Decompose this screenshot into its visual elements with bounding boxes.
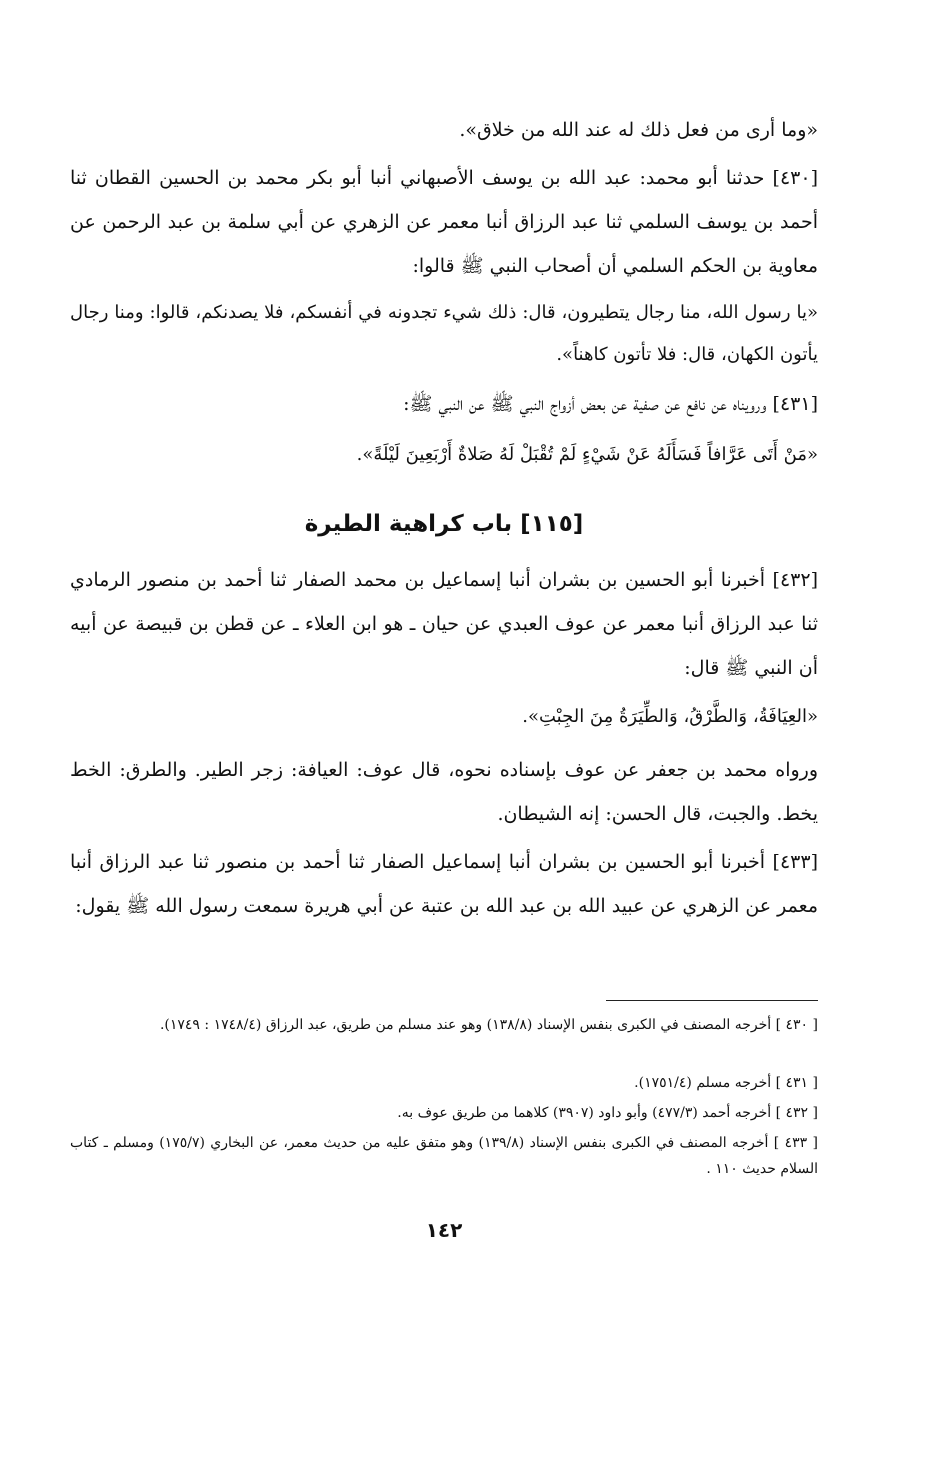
hadith-432-text: «العِيَافَةُ، وَالطَّرْقُ، وَالطِّيَرَةُ مِنَ الجِبْتِ». [522, 706, 818, 727]
hadith-430: [٤٣٠] حدثنا أبو محمد: عبد الله بن يوسف الأصبهاني أنبا أبو بكر محمد بن الحسين القطان ثنا أحمد بن يوسف السلمي ثنا عبد الرزاق أنبا معمر عن الزهري عن أبي سلمة بن عبد الرحمن عن معاوية بن الحكم السلمي أن أصحاب النبي ﷺ قالوا: [70, 167, 818, 277]
footnote-divider [606, 1000, 818, 1001]
chapter-heading: [١١٥] باب كراهية الطيرة [304, 511, 584, 537]
page-number: ١٤٢ [425, 1218, 463, 1242]
hadith-432: [٤٣٢] أخبرنا أبو الحسين بن بشران أنبا إسماعيل بن محمد الصفار ثنا أحمد بن منصور الرمادي ثنا عبد الرزاق أنبا معمر عن عوف العبدي عن حيان ـ هو ابن العلاء ـ عن قطن بن قبيصة عن أبيه أن النبي ﷺ قال: [70, 569, 819, 679]
footnote-433: [ ٤٣٣ ] أخرجه المصنف في الكبرى بنفس الإسناد (١٣٩/٨) وهو متفق عليه من حديث معمر، عن البخاري (١٧٥/٧) ومسلم ـ كتاب السلام حديث ١١٠ . [70, 1135, 818, 1177]
hadith-431: [٤٣١] ورويناه عن نافع عن صفية عن بعض أزواج النبي ﷺ عن النبي ﷺ: [403, 393, 818, 415]
footnote-430: [ ٤٣٠ ] أخرجه المصنف في الكبرى بنفس الإسناد (١٣٨/٨) وهو عند مسلم من طريق، عبد الرزاق (١٧٤٨/٤ : ١٧٤٩). [159, 1017, 818, 1033]
quote-continuation: «وما أرى من فعل ذلك له عند الله من خلاق». [459, 119, 818, 141]
hadith-432-commentary: ورواه محمد بن جعفر عن عوف بإسناده نحوه، قال عوف: العيافة: زجر الطير. والطرق: الخط يخط. والجبت، قال الحسن: إنه الشيطان. [70, 759, 818, 825]
hadith-431-text: «مَنْ أَتَى عَرَّافاً فَسَأَلَهُ عَنْ شَيْءٍ لَمْ تُقْبَلْ لَهُ صَلاةٌ أَرْبَعِينَ لَيْلَةً». [356, 444, 818, 465]
book-page [70, 108, 818, 1428]
hadith-430-text: «يا رسول الله، منا رجال يتطيرون، قال: ذلك شيء تجدونه في أنفسكم، فلا يصدنكم، قالوا: ومنا رجال يأتون الكهان، قال: فلا تأتون كاهناً». [70, 302, 818, 365]
footnote-431: [ ٤٣١ ] أخرجه مسلم (١٧٥١/٤). [634, 1075, 818, 1091]
hadith-433: [٤٣٣] أخبرنا أبو الحسين بن بشران أنبا إسماعيل الصفار ثنا أحمد بن منصور ثنا عبد الرزاق أنبا معمر عن الزهري عن عبيد الله بن عبد الله بن عتبة عن أبي هريرة سمعت رسول الله ﷺ يقول: [70, 851, 818, 917]
footnote-432: [ ٤٣٢ ] أخرجه أحمد (٤٧٧/٣) وأبو داود (٣٩٠٧) كلاهما من طريق عوف به. [397, 1105, 818, 1121]
